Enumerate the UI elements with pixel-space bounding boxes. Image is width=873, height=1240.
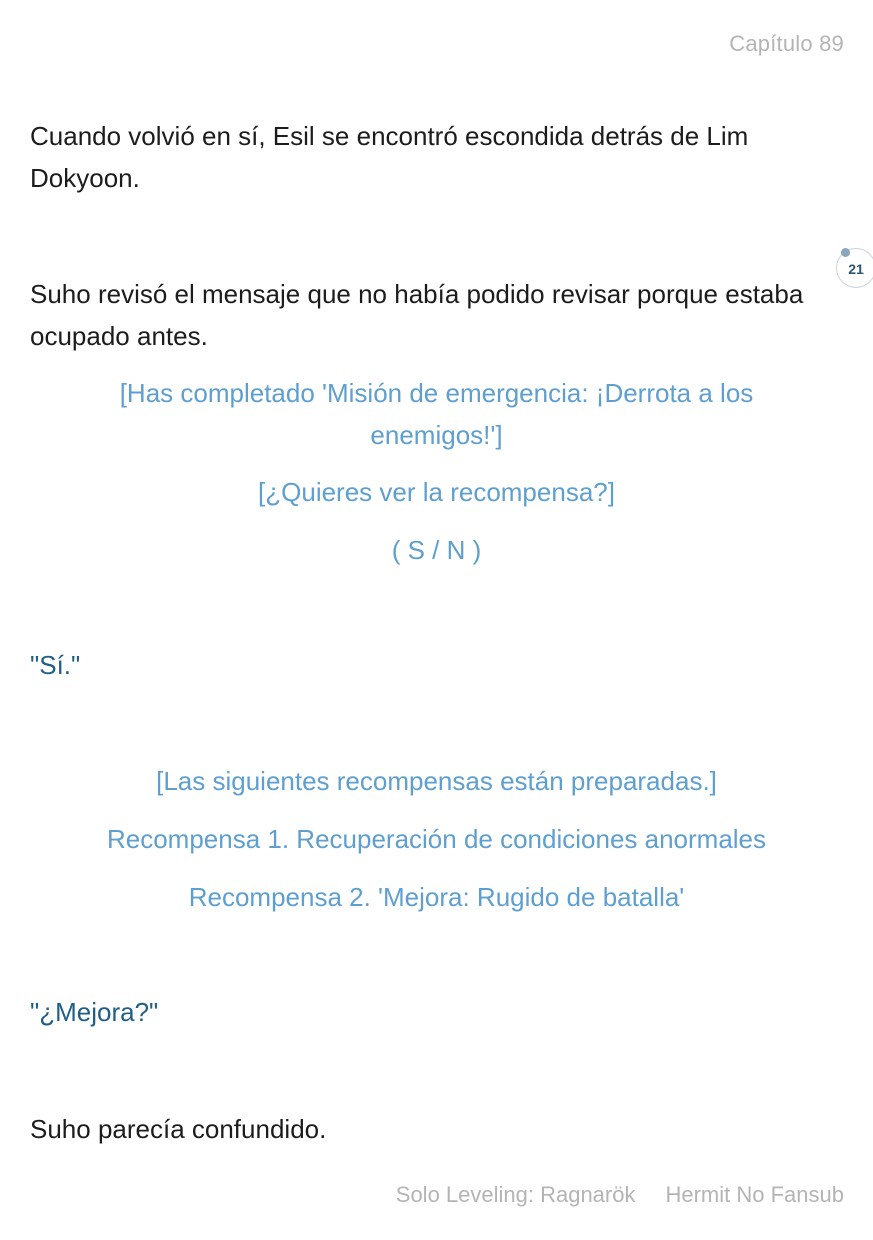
system-message-reward-1: Recompensa 1. Recuperación de condiciones anormales	[106, 824, 767, 854]
paragraph-1: Cuando volvió en sí, Esil se encontró escondida detrás de Lim Dokyoon.	[30, 121, 749, 193]
system-message-rewards-ready: [Las siguientes recompensas están preparadas.]	[156, 766, 717, 796]
dialogue-1: "Sí."	[30, 650, 81, 680]
system-message-mission	[0, 372, 873, 456]
system-message-reward-2: Recompensa 2. 'Mejora: Rugido de batalla'	[188, 882, 685, 912]
footer	[396, 1182, 844, 1208]
system-message-mission-line-2: enemigos!']	[370, 420, 503, 450]
paragraph-3: Suho parecía confundido.	[30, 1114, 327, 1144]
footer-group-name: Hermit No Fansub	[665, 1182, 844, 1207]
page-number: 21	[848, 261, 864, 277]
system-message-reward-prompt: [¿Quieres ver la recompensa?]	[258, 477, 615, 507]
paragraph-2: Suho revisó el mensaje que no había podido revisar porque estaba ocupado antes.	[30, 279, 804, 351]
system-message-yes-no: ( S / N )	[391, 535, 482, 565]
dialogue-2: "¿Mejora?"	[30, 997, 159, 1027]
page-indicator[interactable]	[836, 248, 873, 288]
footer-series-title: Solo Leveling: Ragnarök	[395, 1182, 636, 1207]
system-message-mission-line-1: [Has completado 'Misión de emergencia: ¡Derrota a los	[119, 378, 754, 408]
chapter-label: Capítulo 89	[729, 31, 844, 56]
